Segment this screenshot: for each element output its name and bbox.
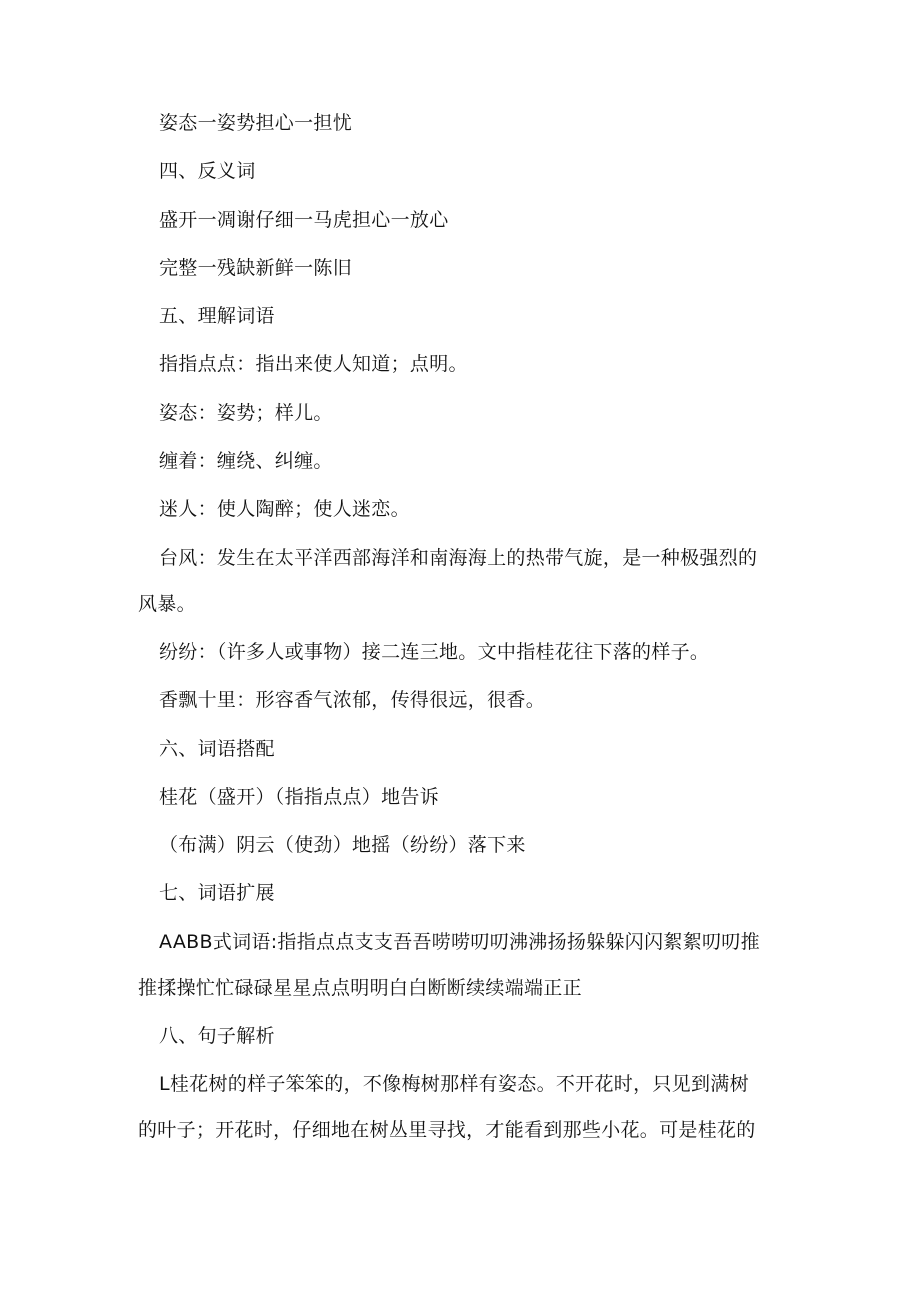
text-line: 完整一残缺新鲜一陈旧	[159, 256, 353, 279]
paragraph	[138, 640, 786, 664]
text-line: （布满）阴云（使劲）地摇（纷纷）落下来	[159, 834, 526, 857]
section-heading	[138, 737, 786, 761]
section-heading	[138, 1024, 786, 1048]
paragraph	[138, 546, 786, 616]
paragraph	[138, 449, 786, 473]
paragraph	[138, 497, 786, 521]
text-line: 四、反义词	[159, 160, 256, 183]
section-heading	[138, 304, 786, 328]
paragraph	[138, 688, 786, 712]
text-line: 五、理解词语	[159, 305, 275, 328]
paragraph	[138, 930, 786, 1000]
text-line: 迷人：使人陶醉；使人迷恋。	[159, 498, 410, 521]
document-body	[138, 111, 786, 1167]
text-line: 香飘十里：形容香气浓郁，传得很远，很香。	[159, 689, 546, 712]
text-line: AABB式词语:指指点点支支吾吾唠唠叨叨沸沸扬扬躲躲闪闪絮絮叨叨推	[159, 930, 760, 953]
text-line: 桂花（盛开）（指指点点）地告诉	[159, 785, 440, 808]
paragraph	[138, 352, 786, 376]
text-line: L桂花树的样子笨笨的，不像梅树那样有姿态。不开花时，只见到满树	[159, 1073, 749, 1096]
text-line: 七、词语扩展	[159, 882, 275, 905]
text-line: 姿态一姿势担心一担忧	[159, 112, 353, 134]
section-heading	[138, 881, 786, 905]
text-line: 姿态：姿势；样儿。	[159, 401, 333, 424]
paragraph	[138, 833, 786, 857]
text-line: 六、词语搭配	[159, 737, 275, 760]
text-line: 纷纷：（许多人或事物）接二连三地。文中指桂花往下落的样子。	[159, 640, 710, 663]
text-line: 台风：发生在太平洋西部海洋和南海海上的热带气旋，是一种极强烈的	[159, 546, 758, 569]
text-line: 盛开一凋谢仔细一马虎担心一放心	[159, 208, 449, 231]
paragraph	[138, 111, 786, 135]
section-heading	[138, 159, 786, 183]
paragraph	[138, 256, 786, 280]
paragraph	[138, 785, 786, 809]
paragraph	[138, 1072, 786, 1142]
text-line: 的叶子；开花时，仔细地在树丛里寻找，才能看到那些小花。可是桂花的	[138, 1119, 756, 1142]
text-line: 缠着：缠绕、纠缠。	[159, 450, 333, 473]
text-line: 风暴。	[138, 592, 196, 615]
text-line: 八、句子解析	[159, 1025, 275, 1048]
text-line: 指指点点：指出来使人知道；点明。	[159, 353, 468, 376]
text-line: 推揉操忙忙碌碌星星点点明明白白断断续续端端正正	[138, 976, 582, 999]
paragraph	[138, 401, 786, 425]
paragraph	[138, 208, 786, 232]
